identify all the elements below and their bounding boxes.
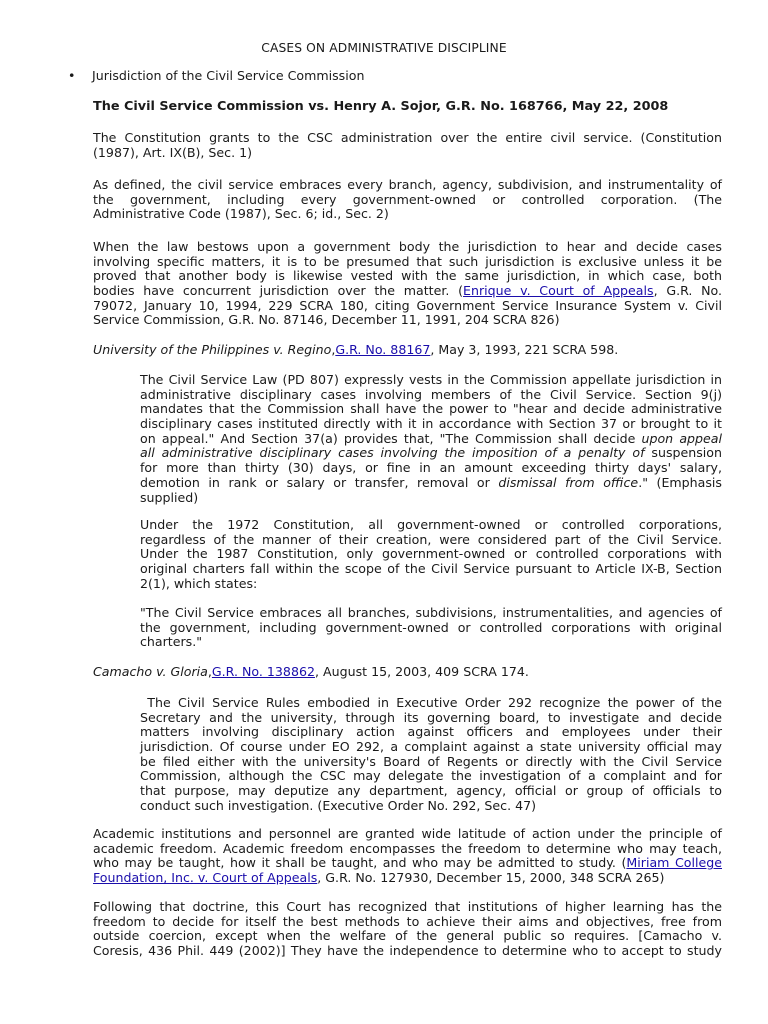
link-enrique-v-court-of-appeals[interactable]: Enrique v. Court of Appeals	[463, 283, 654, 299]
link-miriam-college[interactable]: Miriam College	[626, 855, 722, 871]
paragraph-higher-learning: Following that doctrine, this Court has recognized that institutions of higher learning has the freedom to decide for itself the best methods to achieve their aims and objectives, free from outside coercion, except when the welfare of the general public so requires. [Camacho v. Coresis, 436 Phil. 449 (2002)] They have the independence to determine who to accept to study	[93, 899, 722, 959]
paragraph-academic-freedom: Academic institutions and personnel are granted wide latitude of action under the principle of academic freedom. Academic freedom encompasses the freedom to determine who may teach, who may be taught, how it shall be taught, and who may be admitted to study. (Miriam College Foundation, Inc. v. Court of Appeals, G.R. No. 127930, December 15, 2000, 348 SCRA 265)	[93, 826, 722, 886]
case-citation-up-v-regino: University of the Philippines v. Regino,G.R. No. 88167, May 3, 1993, 221 SCRA 598.	[93, 342, 619, 357]
quote-civil-service-embraces: "The Civil Service embraces all branches, subdivisions, instrumentalities, and agencies of the government, including government-owned or controlled corporations with original charters."	[140, 605, 722, 650]
quote-1972-constitution: Under the 1972 Constitution, all government-owned or controlled corporations, regardless of the manner of their creation, were considered part of the Civil Service. Under the 1987 Constitution, only government-owned or controlled corporations with original charters fall within the scope of the Civil Service pursuant to Article IX-B, Section 2(1), which states:	[140, 517, 722, 591]
case-title: The Civil Service Commission vs. Henry A. Sojor, G.R. No. 168766, May 22, 2008	[93, 99, 669, 114]
bullet-item	[68, 68, 364, 83]
link-gr-138862[interactable]: G.R. No. 138862	[211, 664, 315, 679]
quote-civil-service-law: The Civil Service Law (PD 807) expressly vests in the Commission appellate jurisdiction in administrative disciplinary cases involving members of the Civil Service. Section 9(j) mandates that the Commission shall have the power to "hear and decide administrative disciplinary cases instituted directly with it in accordance with Section 37 or brought to it on appeal." And Section 37(a) provides that, "The Commission shall decide upon appeal all administrative disciplinary cases involving the imposition of a penalty of suspension for more than thirty (30) days, or fine in an amount exceeding thirty days' salary, demotion in rank or salary or transfer, removal or dismissal from office." (Emphasis supplied)	[140, 372, 722, 505]
paragraph-constitution: The Constitution grants to the CSC administration over the entire civil service. (Constitution (1987), Art. IX(B), Sec. 1)	[93, 130, 722, 160]
link-gr-88167[interactable]: G.R. No. 88167	[335, 342, 431, 357]
bullet-symbol: •	[68, 68, 76, 83]
link-miriam-college-foundation[interactable]: Foundation, Inc. v. Court of Appeals	[93, 870, 318, 886]
paragraph-civil-service-definition: As defined, the civil service embraces every branch, agency, subdivision, and instrumentality of the government, including every government-owned or controlled corporation. (The Administrative Code (1987), Sec. 6; id., Sec. 2)	[93, 177, 722, 222]
paragraph-jurisdiction: When the law bestows upon a government body the jurisdiction to hear and decide cases involving specific matters, it is to be presumed that such jurisdiction is exclusive unless it be proved that another body is likewise vested with the same jurisdiction, in which case, both bodies have concurrent jurisdiction over the matter. (Enrique v. Court of Appeals, G.R. No. 79072, January 10, 1994, 229 SCRA 180, citing Government Service Insurance System v. Civil Service Commission, G.R. No. 87146, December 11, 1991, 204 SCRA 826)	[93, 239, 723, 328]
quote-civil-service-rules: The Civil Service Rules embodied in Executive Order 292 recognize the power of the Secretary and the university, through its governing board, to investigate and decide matters involving disciplinary action against officers and employees under their jurisdiction. Of course under EO 292, a complaint against a state university official may be filed either with the university's Board of Regents or directly with the Civil Service Commission, although the CSC may delegate the investigation of a complaint and for that purpose, may deputize any department, agency, official or group of officials to conduct such investigation. (Executive Order No. 292, Sec. 47)	[140, 695, 722, 813]
document-heading: CASES ON ADMINISTRATIVE DISCIPLINE	[261, 41, 507, 55]
bullet-text: Jurisdiction of the Civil Service Commission	[92, 68, 365, 83]
case-citation-camacho-v-gloria: Camacho v. Gloria,G.R. No. 138862, August 15, 2003, 409 SCRA 174.	[93, 664, 529, 679]
